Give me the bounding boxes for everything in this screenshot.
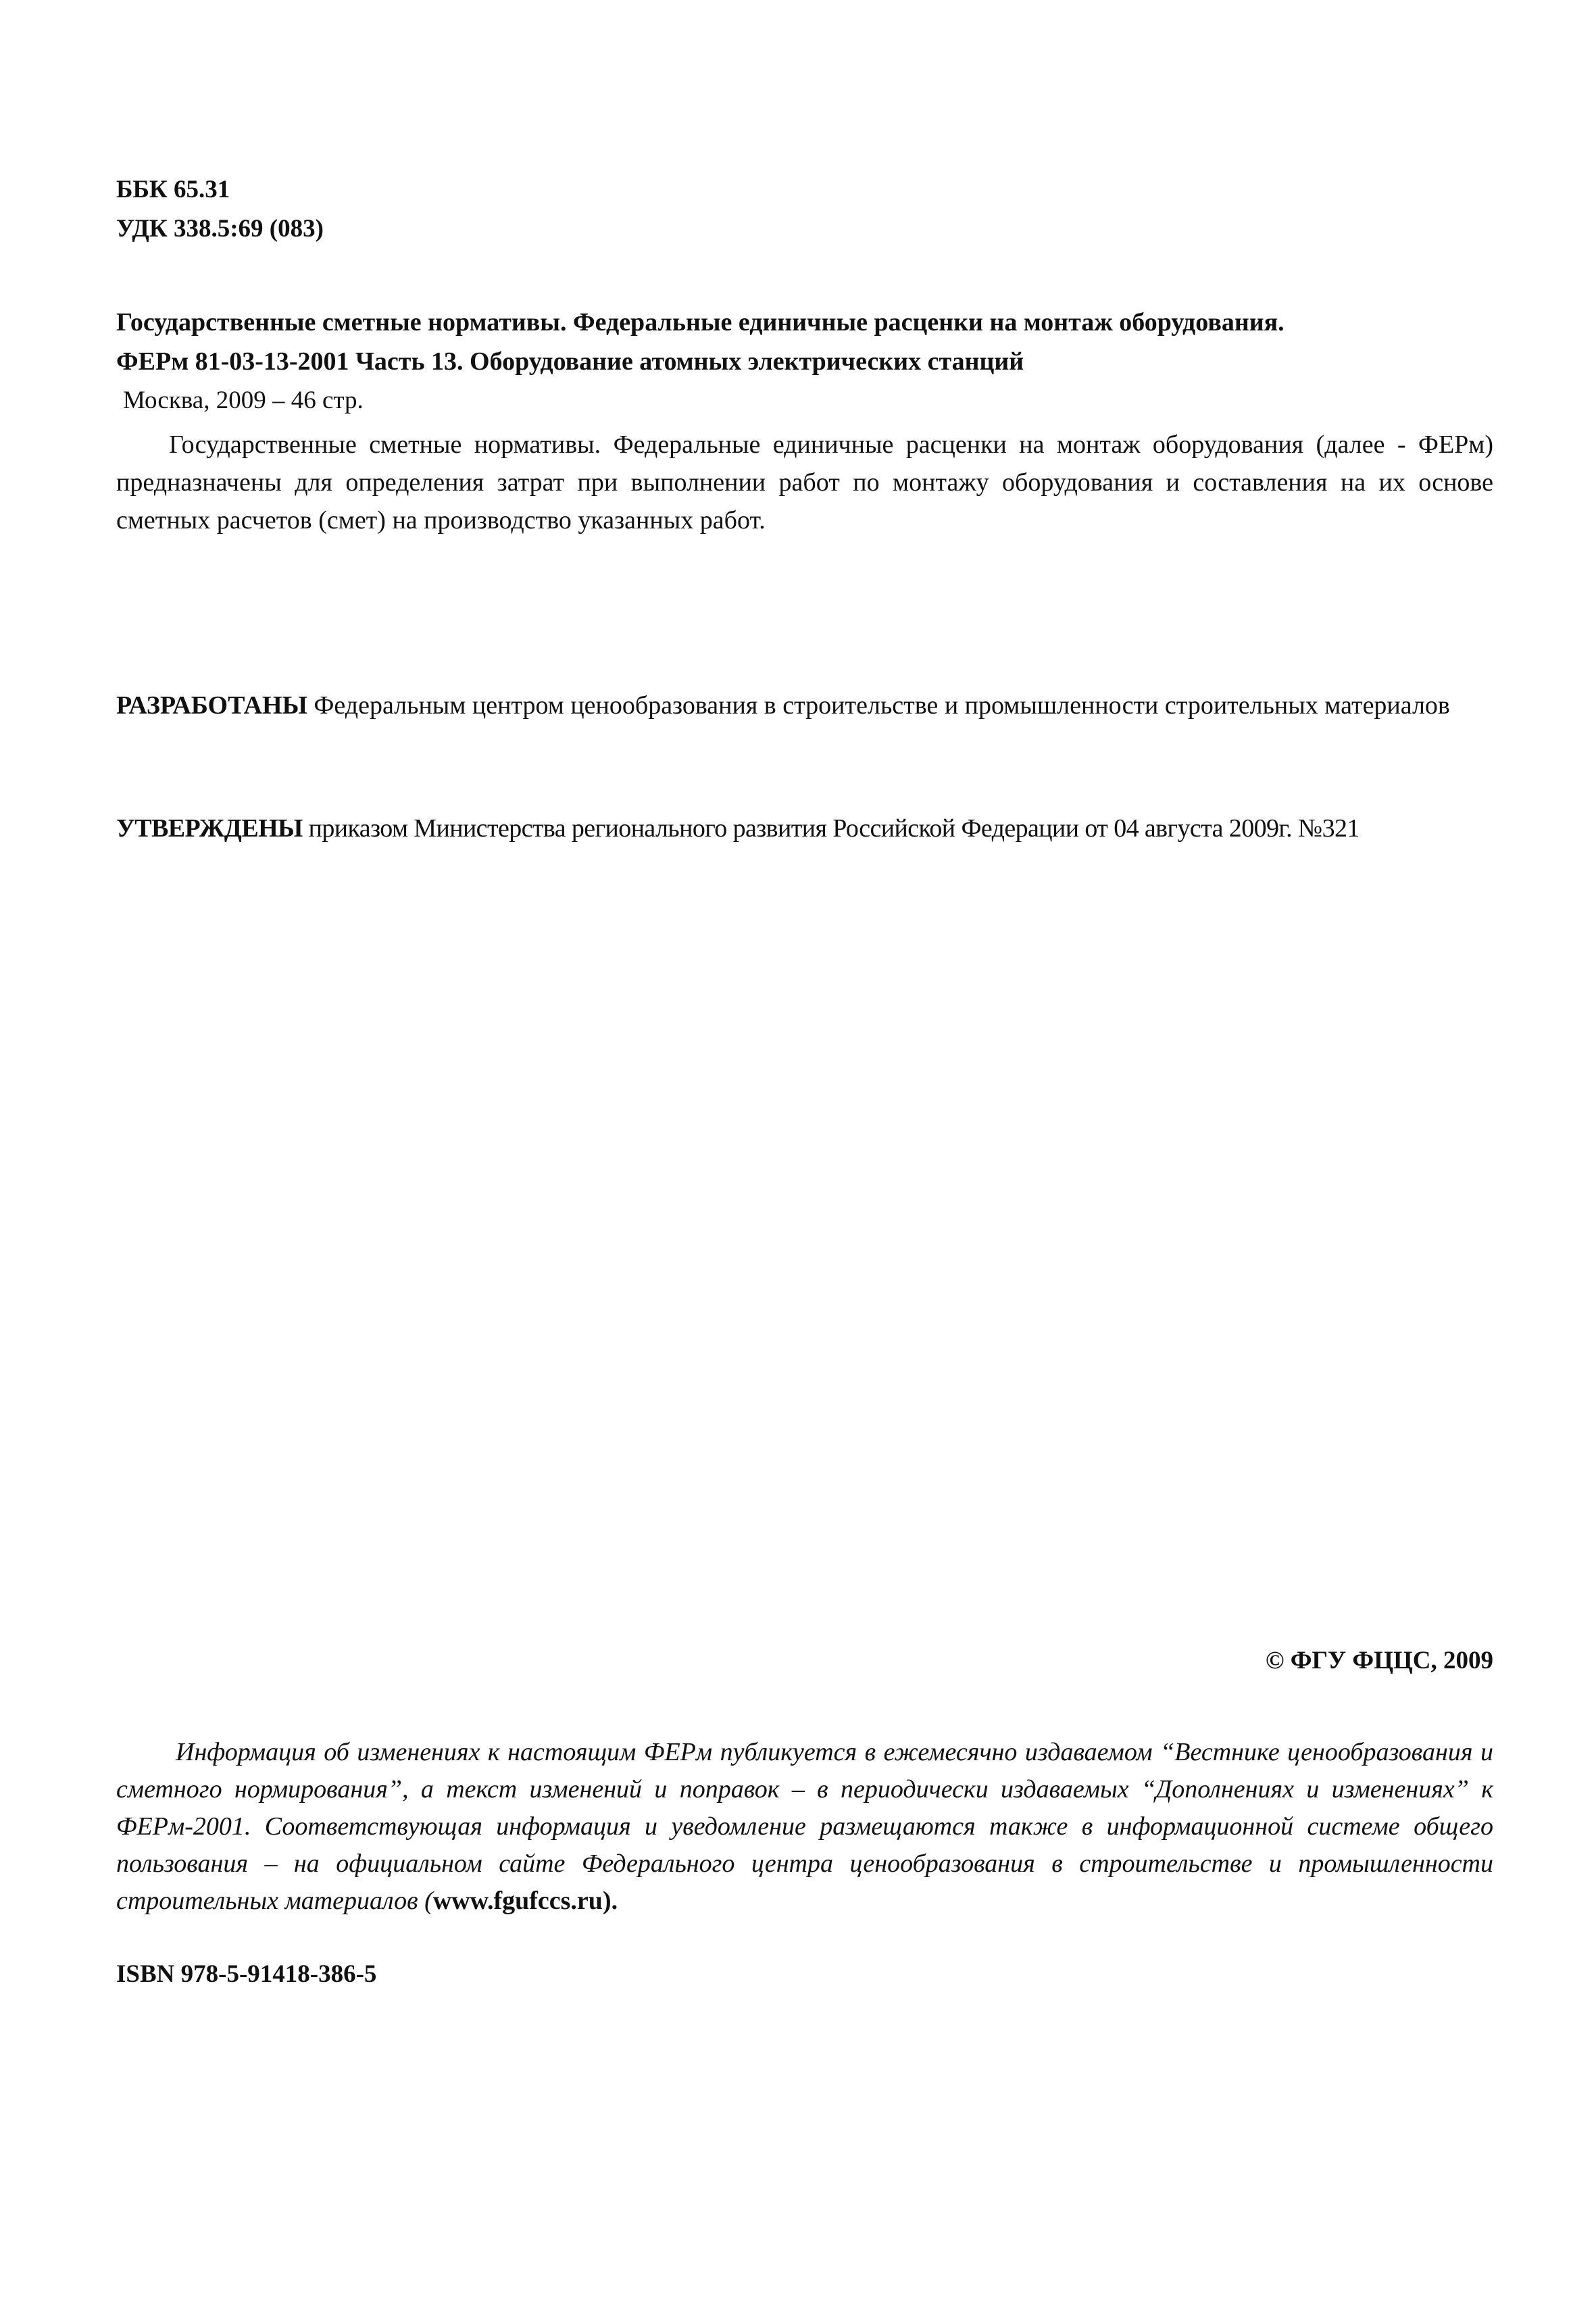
developed-label: РАЗРАБОТАНЫ <box>116 691 307 720</box>
approved-label: УТВЕРЖДЕНЫ <box>116 814 303 843</box>
classification-codes <box>116 170 1493 249</box>
changes-info-tail: ). <box>602 1887 618 1915</box>
publication-info: Москва, 2009 – 46 стр. <box>123 387 364 414</box>
bbk-code: ББК 65.31 <box>116 176 230 203</box>
udk-code: УДК 338.5:69 (083) <box>116 215 324 243</box>
isbn-number: ISBN 978-5-91418-386-5 <box>116 1960 377 1988</box>
approved-by-paragraph <box>116 810 1493 847</box>
changes-info-paragraph <box>116 1734 1493 1920</box>
title-line-2: ФЕРм 81-03-13-2001 Часть 13. Оборудование атомных электрических станций <box>116 347 1024 376</box>
changes-info-text: Информация об изменениях к настоящим ФЕРм публикуется в ежемесячно издаваемом “Вестнике ценообразования и сметного нормирования”, а текст изменений и поправок – в периодически издаваемых “Дополнениях и изменениях” к ФЕРм-2001. Соответствующая информация и уведомление размещаются также в информационной системе общего пользования – на официальном сайте Федерального центра ценообразования в строительстве и промышленности строительных материалов ( <box>116 1738 1493 1915</box>
purpose-paragraph: Государственные сметные нормативы. Федеральные единичные расценки на монтаж оборудования (далее - ФЕРм) предназначены для определения затрат при выполнении работ по монтажу оборудования и составления на их основе сметных расчетов (смет) на производство указанных работ. <box>116 430 1493 534</box>
approved-text: приказом Министерства регионального развития Российской Федерации от 04 августа 2009г. №321 <box>302 814 1360 843</box>
website-link[interactable]: www.fgufccs.ru <box>432 1887 603 1915</box>
document-title <box>116 303 1493 420</box>
title-line-1: Государственные сметные нормативы. Федеральные единичные расценки на монтаж оборудования. <box>116 308 1285 337</box>
developed-by-paragraph <box>116 687 1493 724</box>
developed-text: Федеральным центром ценообразования в строительстве и промышленности строительных материалов <box>307 691 1450 720</box>
copyright-notice: © ФГУ ФЦЦС, 2009 <box>1265 1647 1493 1674</box>
